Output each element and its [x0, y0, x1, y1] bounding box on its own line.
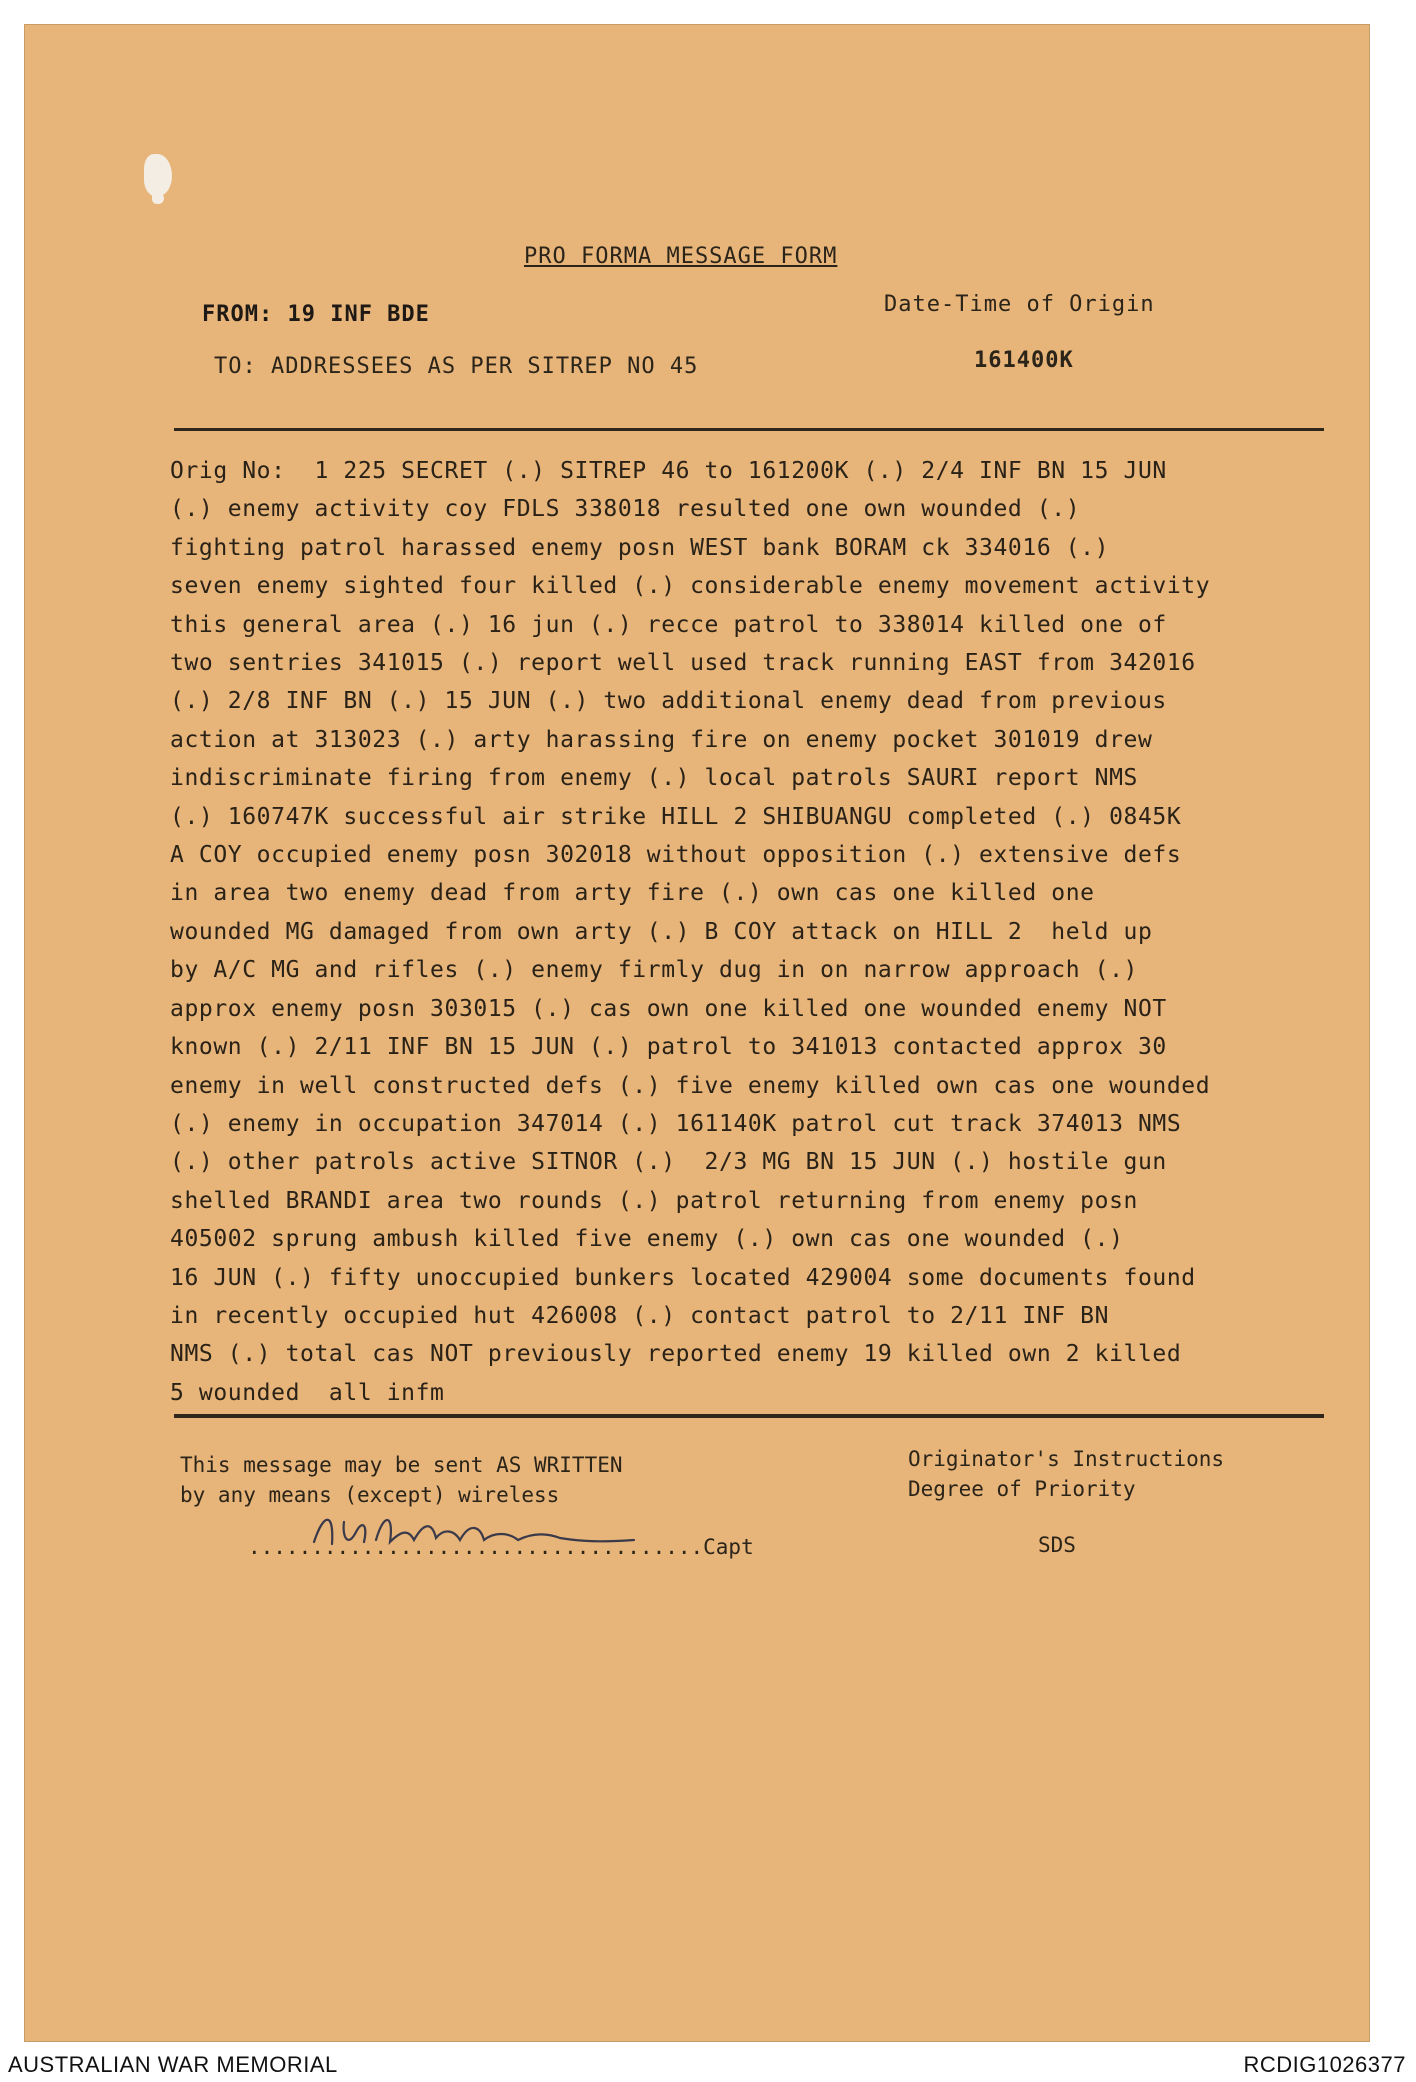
send-note-line: This message may be sent AS WRITTEN	[180, 1453, 623, 1477]
message-line: (.) other patrols active SITNOR (.) 2/3 MG BN 15 JUN (.) hostile gun	[170, 1149, 1167, 1176]
message-line: enemy in well constructed defs (.) five enemy killed own cas one wounded	[170, 1072, 1211, 1099]
divider-top	[174, 428, 1324, 431]
message-line: in area two enemy dead from arty fire (.) own cas one killed one	[170, 880, 1095, 907]
message-line: indiscriminate firing from enemy (.) local patrols SAURI report NMS	[170, 765, 1138, 792]
message-line: Orig No: 1 225 SECRET (.) SITREP 46 to 161200K (.) 2/4 INF BN 15 JUN	[170, 458, 1167, 484]
to-line: TO: ADDRESSEES AS PER SITREP NO 45	[214, 354, 699, 379]
message-line: (.) 160747K successful air strike HILL 2 SHIBUANGU completed (.) 0845K	[170, 803, 1182, 830]
message-line: 16 JUN (.) fifty unoccupied bunkers located 429004 some documents found	[170, 1264, 1196, 1291]
message-line: 405002 sprung ambush killed five enemy (.) own cas one wounded (.)	[170, 1226, 1124, 1253]
message-line: approx enemy posn 303015 (.) cas own one killed one wounded enemy NOT	[170, 995, 1167, 1022]
archive-caption: AUSTRALIAN WAR MEMORIAL	[8, 2052, 338, 2077]
send-note-line: by any means (except) wireless	[180, 1483, 560, 1507]
divider-bottom	[174, 1414, 1324, 1418]
message-line: action at 313023 (.) arty harassing fire on enemy pocket 301019 drew	[170, 726, 1153, 753]
paper-damage	[144, 154, 172, 196]
message-line: in recently occupied hut 426008 (.) contact patrol to 2/11 INF BN	[170, 1302, 1110, 1329]
form-title: PRO FORMA MESSAGE FORM	[524, 244, 838, 269]
originator-instructions	[908, 1444, 1224, 1504]
message-line: this general area (.) 16 jun (.) recce patrol to 338014 killed one of	[170, 611, 1167, 638]
date-time-label: Date-Time of Origin	[884, 292, 1155, 317]
paper-damage	[152, 192, 164, 204]
message-line: (.) enemy in occupation 347014 (.) 161140K patrol cut track 374013 NMS	[170, 1110, 1182, 1137]
message-line: 5 wounded all infm	[170, 1379, 445, 1406]
message-line: seven enemy sighted four killed (.) considerable enemy movement activity	[170, 573, 1211, 600]
message-line: fighting patrol harassed enemy posn WEST bank BORAM ck 334016 (.)	[170, 534, 1110, 561]
originator-line: Degree of Priority	[908, 1477, 1136, 1501]
signature-line: ....................................Capt	[248, 1535, 754, 1559]
message-line: NMS (.) total cas NOT previously reported enemy 19 killed own 2 killed	[170, 1341, 1182, 1368]
message-line: A COY occupied enemy posn 302018 without opposition (.) extensive defs	[170, 842, 1182, 869]
originator-line: Originator's Instructions	[908, 1447, 1225, 1471]
message-body	[170, 452, 1360, 1412]
message-line: wounded MG damaged from own arty (.) B COY attack on HILL 2 held up	[170, 918, 1153, 945]
message-line: (.) 2/8 INF BN (.) 15 JUN (.) two additional enemy dead from previous	[170, 688, 1167, 715]
message-line: two sentries 341015 (.) report well used track running EAST from 342016	[170, 650, 1196, 677]
message-form-sheet	[24, 24, 1370, 2042]
message-line: shelled BRANDI area two rounds (.) patrol returning from enemy posn	[170, 1187, 1138, 1214]
send-instructions	[180, 1450, 623, 1510]
date-time-value: 161400K	[974, 348, 1074, 373]
priority-value: SDS	[1038, 1533, 1076, 1557]
archive-id: RCDIG1026377	[1243, 2052, 1406, 2077]
message-line: (.) enemy activity coy FDLS 338018 resulted one own wounded (.)	[170, 496, 1081, 523]
message-line: by A/C MG and rifles (.) enemy firmly dug in on narrow approach (.)	[170, 957, 1138, 984]
from-line: FROM: 19 INF BDE	[202, 302, 430, 327]
message-line: known (.) 2/11 INF BN 15 JUN (.) patrol to 341013 contacted approx 30	[170, 1034, 1167, 1061]
